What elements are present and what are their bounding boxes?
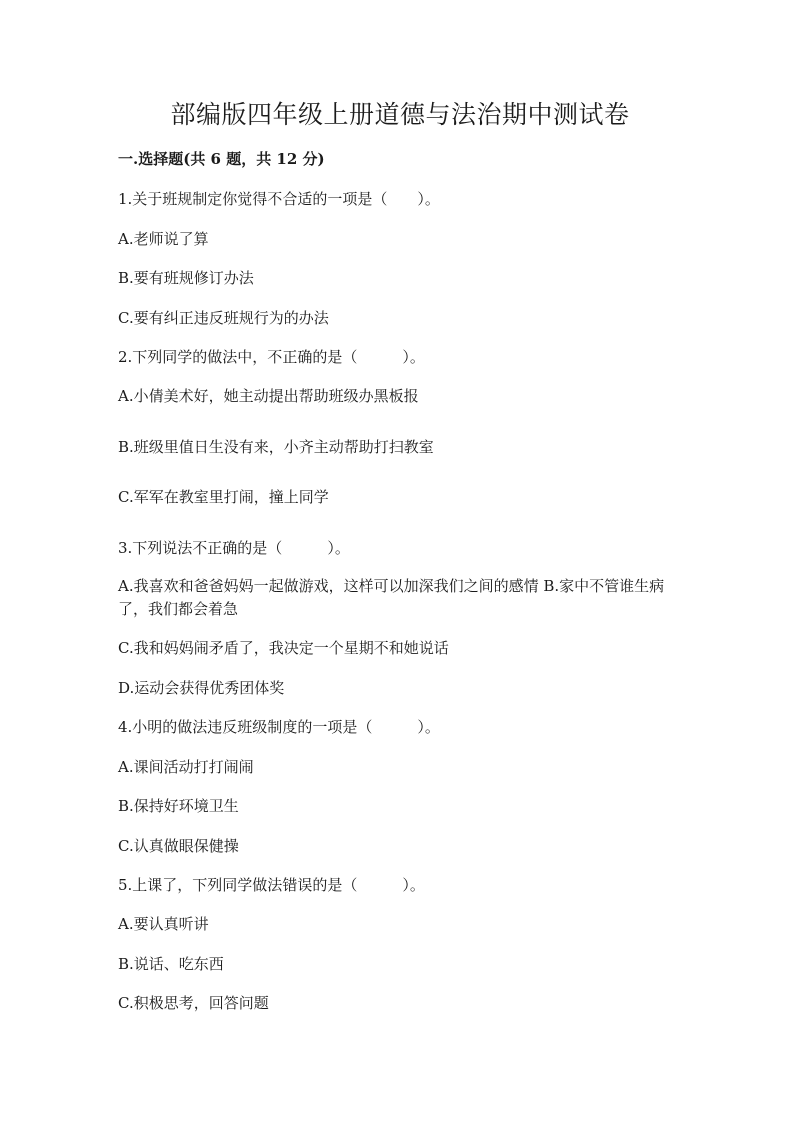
q1-option-b: B.要有班规修订办法 bbox=[118, 269, 254, 287]
q4-option-a: A.课间活动打打闹闹 bbox=[118, 758, 254, 776]
q3-option-c: C.我和妈妈闹矛盾了，我决定一个星期不和她说话 bbox=[118, 639, 449, 657]
section-heading: 一.选择题(共 6 题，共 12 分) bbox=[118, 150, 325, 168]
q1-option-c: C.要有纠正违反班规行为的办法 bbox=[118, 309, 329, 327]
q2-option-c: C.军军在教室里打闹，撞上同学 bbox=[118, 488, 329, 506]
q2-option-b: B.班级里值日生没有来，小齐主动帮助打扫教室 bbox=[118, 438, 434, 456]
question-5: 5.上课了，下列同学做法错误的是（ ）。 bbox=[118, 876, 425, 894]
question-3: 3.下列说法不正确的是（ ）。 bbox=[118, 539, 350, 557]
q3-option-d: D.运动会获得优秀团体奖 bbox=[118, 679, 285, 697]
q4-option-b: B.保持好环境卫生 bbox=[118, 797, 239, 815]
q4-option-c: C.认真做眼保健操 bbox=[118, 837, 239, 855]
q2-option-a: A.小倩美术好，她主动提出帮助班级办黑板报 bbox=[118, 387, 419, 405]
q5-option-a: A.要认真听讲 bbox=[118, 915, 209, 933]
q5-option-c: C.积极思考，回答问题 bbox=[118, 994, 269, 1012]
question-4: 4.小明的做法违反班级制度的一项是（ ）。 bbox=[118, 718, 440, 736]
q5-option-b: B.说话、吃东西 bbox=[118, 955, 224, 973]
question-1: 1.关于班规制定你觉得不合适的一项是（ ）。 bbox=[118, 190, 440, 208]
q3-option-ab: A.我喜欢和爸爸妈妈一起做游戏，这样可以加深我们之间的感情 B.家中不管谁生病了，我们都会着急 bbox=[118, 577, 665, 618]
question-2: 2.下列同学的做法中，不正确的是（ ）。 bbox=[118, 348, 425, 366]
page-title: 部编版四年级上册道德与法治期中测试卷 bbox=[170, 100, 630, 129]
q1-option-a: A.老师说了算 bbox=[118, 230, 209, 248]
